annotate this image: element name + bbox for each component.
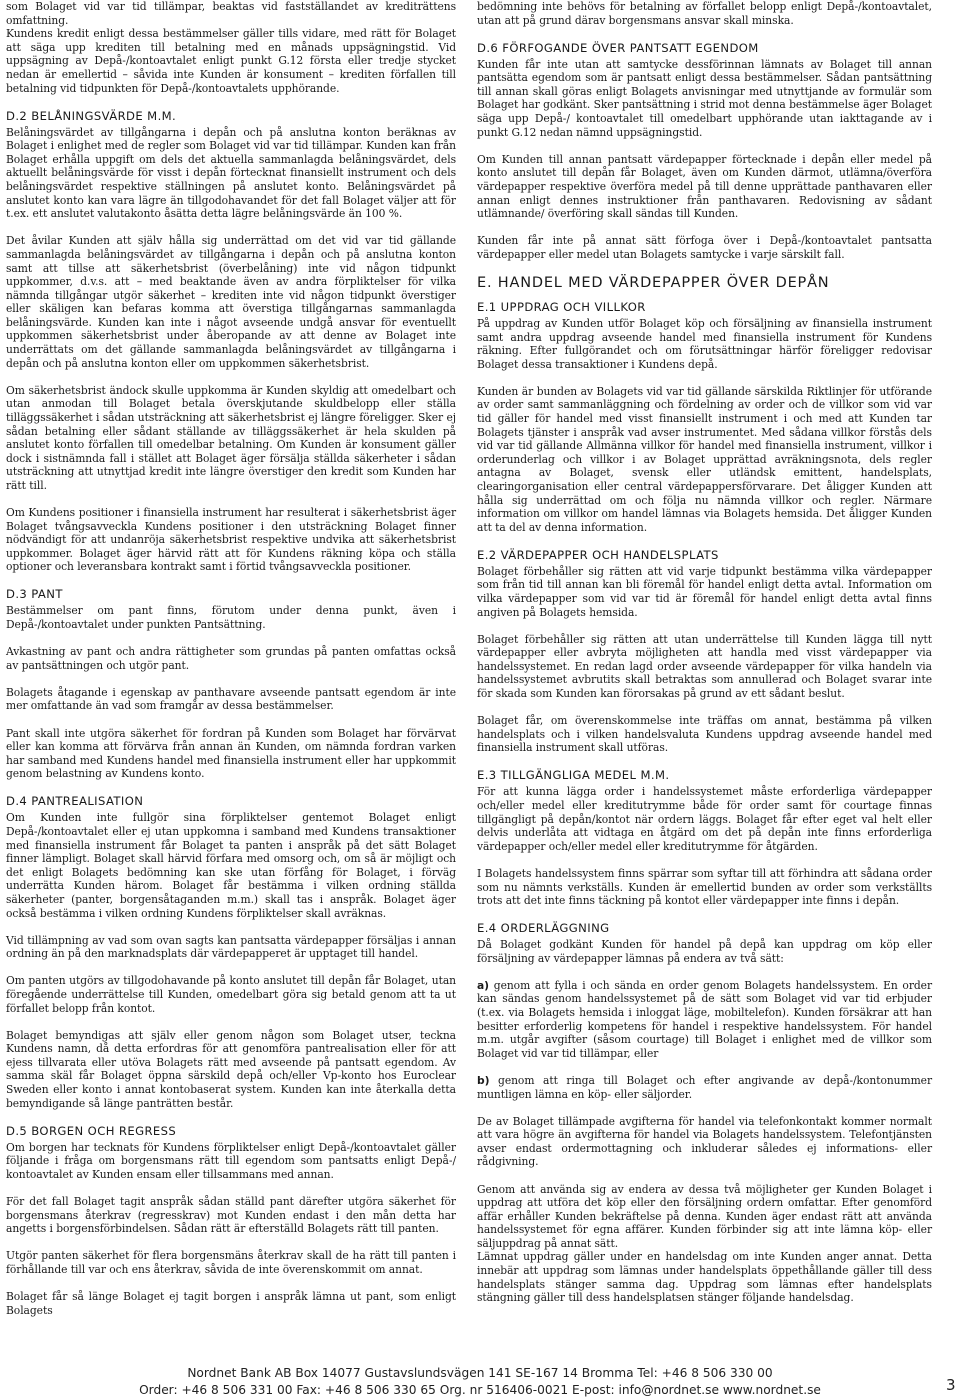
page-footer [0, 1365, 960, 1399]
paragraph: Om säkerhetsbrist ändock skulle uppkomma är Kunden skyldig att omedelbart och utan anmodan till Bolaget betala överskjutande skuldbelopp eller ställa tilläggssäkerhet i sådan utsträckning att säkerhetsbrist ej längre föreligger. Sker ej sådan betalning eller sådant ställande av tilläggssäkerhet är hela skulden på anslutet konto förfallen till omedelbar betalning. Om Kunden är konsument gäller dock i sistnämnda fall i stället att Bolaget äger försälja ställda säkerheter i sådan utsträckning att utnyttjad kredit inte längre överstiger den kredit som Kunden har rätt till. [6, 383, 456, 492]
paragraph: Kunden får inte på annat sätt förfoga över i Depå-/kontoavtalet pantsatta värdepapper eller medel utan Bolagets samtycke i varje särskilt fall. [477, 234, 932, 261]
paragraph: För att kunna lägga order i handelssystemet måste erforderliga värdepapper och/eller medel eller kreditutrymme både för order samt för courtage finnas tillgängligt på depån/kontot när ordern läggs. Bolaget får efter eget val helt eller delvis underlåta att vidtaga en åtgärd om det på depån inte finns erforderliga värdepapper och/eller medel eller kreditutrymme för åtgärden. [477, 785, 932, 853]
paragraph: Om Kundens positioner i finansiella instrument har resulterat i säkerhetsbrist äger Bolaget tvångsavveckla Kundens positioner i den utsträckning Bolaget finner nödvändigt för att undanröja säkerhetsbrist respektive undvika att säkerhetsbrist uppkommer. Bolaget äger härvid rätt att för Kundens räkning köpa och ställa optioner och leveransbara kontrakt samt i förtid tvångsavveckla positioner. [6, 506, 456, 574]
paragraph: De av Bolaget tillämpade avgifterna för handel via telefonkontakt kommer normalt att vara högre än avgifterna för handel via Bolagets handelssystem. Telefontjänsten avser endast ordermottagning och inkluderar således ej informations- eller rådgivning. [477, 1114, 932, 1169]
paragraph: bedömning inte behövs för betalning av förfallet belopp enligt Depå-/kontoavtalet, utan att på grund därav borgensmans ansvar skall minska. [477, 0, 932, 27]
left-column [6, 0, 456, 1331]
section-heading-d5: D.5 BORGEN OCH REGRESS [6, 1123, 177, 1138]
paragraph: som Bolaget vid var tid tillämpar, beaktas vid fastställandet av krediträttens omfattning. [6, 0, 456, 27]
paragraph: I Bolagets handelssystem finns spärrar som syftar till att förhindra att sådana order som nu nämnts verkställs. Kunden är emellertid bunden av order som verkställts trots att det inte finns täckning på kontot eller värdepapper inte finns i depån. [477, 866, 932, 908]
paragraph: Om borgen har tecknats för Kundens förpliktelser enligt Depå-/kontoavtalet gäller följande i fråga om borgensmans rätt till egendom som pantsatts enligt Depå-/ kontoavtalet av Kunden ensam eller tillsammans med annan. [6, 1140, 456, 1181]
paragraph: Bolaget bemyndigas att själv eller genom någon som Bolaget utser, teckna Kundens namn, då detta erfordras för att genomföra pantrealisation eller för att ejess tillvarata eller utöva Bolagets rätt med avseende på pantsatt egendom. Av samma skäl får Bolaget öppna särskild depå och/eller Vp-konto hos Euroclear Sweden eller konto i annat kontobaserat system. Kunden kan inte återkalla detta bemyndigande så länge panträtten består. [6, 1028, 456, 1110]
paragraph: Vid tillämpning av vad som ovan sagts kan pantsatta värdepapper försäljas i annan ordning än på den marknadsplats där värdepapperet är upptaget till handel. [6, 933, 456, 961]
paragraph: På uppdrag av Kunden utför Bolaget köp och försäljning av finansiella instrument samt andra uppdrag avseende handel med finansiella instrument för Kundens räkning. Efter fullgörandet och om förutsättningar härför föreligger redovisar Bolaget dessa transaktioner i Kundens depå. [477, 316, 932, 371]
section-heading-e4: E.4 ORDERLÄGGNING [477, 921, 610, 936]
paragraph: Bolaget får så länge Bolaget ej tagit borgen i anspråk lämna ut pant, som enligt Bolagets [6, 1289, 456, 1317]
paragraph: Om panten utgörs av tillgodohavande på konto anslutet till depån får Bolaget, utan föregående underrättelse till Kunden, omedelbart göra sig betald genom att ta ut förfallet belopp från kontot. [6, 974, 456, 1015]
section-heading-e2: E.2 VÄRDEPAPPER OCH HANDELSPLATS [477, 547, 719, 562]
section-heading-d6: D.6 FÖRFOGANDE ÖVER PANTSATT EGENDOM [477, 40, 759, 55]
list-item-a [477, 979, 932, 1061]
list-label: b) [477, 1073, 490, 1087]
chapter-heading-e: E. HANDEL MED VÄRDEPAPPER ÖVER DEPÅN [477, 274, 830, 291]
paragraph: För det fall Bolaget tagit anspråk sådan ställd pant därefter utgöra säkerhet för borgensmans återkrav (regresskrav) mot Kunden endast i den mån detta har angetts i borgensförbindelsen. Sådan rätt är efterställd Bolagets rätt till panten. [6, 1194, 456, 1236]
section-heading-d2: D.2 BELÅNINGSVÄRDE M.M. [6, 108, 177, 123]
list-text: genom att ringa till Bolaget och efter angivande av depå-/kontonummer muntligen lämna en köp- eller säljorder. [477, 1073, 932, 1101]
paragraph: Det åvilar Kunden att själv hålla sig underrättad om det vid var tid gällande sammanlagda belåningsvärdet av tillgångarna i depån och på anslutna konton samt att tillse att säkerhetsbrist (överbelåning) inte vid någon tidpunkt uppkommer, d.v.s. att – med beaktande även av andra förpliktelser för vilka nämnda tillgångar utgör säkerhet – krediten inte vid någon tidpunkt överstiger eller skäligen kan befaras komma att överstiga tillgångarnas sammanlagda belåningsvärde. Kunden kan inte i något avseende undgå ansvar för eventuellt uppkommen säkerhetsbrist under åberopande av att denne av Bolaget inte underrättats om det gällande sammanlagda belåningsvärdet av tillgångarna i depån och på anslutna konton eller om uppkommen säkerhetsbrist. [6, 234, 456, 370]
paragraph: Bestämmelser om pant finns, förutom under denna punkt, även i Depå-/kontoavtalet under punkten Pantsättning. [6, 604, 456, 632]
list-label: a) [477, 978, 489, 992]
paragraph: Om Kunden till annan pantsatt värdepapper förtecknade i depån eller medel på konto anslutet till depån får Bolaget, även om Kunden därmot, utlämna/överföra värdepapper respektive överföra medel på till denne upprättade panthavaren eller annan enligt dennes instruktioner från panthavaren. Redovisning av sådant utlämnande/ överföring skall sändas till Kunden. [477, 152, 932, 221]
section-heading-d4: D.4 PANTREALISATION [6, 794, 144, 809]
list-text: genom att fylla i och sända en order genom Bolagets handelssystem. En order kan sändas genom handelssystemet på de sätt som Bolaget vid var tid erbjuder (t.ex. via Bolagets hemsida i inloggat läge, mobiltelefon). Kunden försäkrar att han besitter erforderlig kompetens för handel i respektive handelssystem. För handel m.m. utgår avgifter (såsom courtage) till Bolaget i enlighet med de villkor som Bolaget vid var tid tillämpar, eller [477, 978, 932, 1060]
paragraph: Belåningsvärdet av tillgångarna i depån och på anslutna konton beräknas av Bolaget i enlighet med de regler som Bolaget vid var tid tillämpar. Kunden kan från Bolaget erhålla uppgift om dels det aktuella sammanlagda belåningsvärdet, dels aktuellt belåningsvärde för visst i depån förtecknat finansiellt instrument och dels belåningsvärdet respektive ställningen på anslutet konto. Belåningsvärdet på anslutet konto kan vara lägre än tillgodohavandet för det fall Bolaget väljer att för t.ex. ett anslutet valutakonto åsätta detta lägre belåningsvärde än 100 %. [6, 125, 456, 221]
section-heading-e3: E.3 TILLGÄNGLIGA MEDEL M.M. [477, 768, 670, 783]
paragraph: Kundens kredit enligt dessa bestämmelser gäller tills vidare, med rätt för Bolaget att säga upp krediten till betalning med en månads uppsägningstid. Vid uppsägning av Depå-/kontoavtalet enligt punkt G.12 första eller tredje stycket nedan är emellertid – såvida inte Kunden är konsument – krediten förfallen till betalning vid tidpunkten för Depå-/kontoavtalets upphörande. [6, 27, 456, 95]
paragraph: Kunden är bunden av Bolagets vid var tid gällande särskilda Riktlinjer för utförande av order samt sammanläggning och fördelning av order och de villkor som vid var tid gäller för handel med visst finansiellt instrument i och med att Kunden tar Bolagets tjänster i anspråk vad avser instrumentet. Med sådana villkor förstås dels vid var tid gällande Allmänna villkor för handel med finansiella instrument, villkor i orderunderlag och villkor i av Bolaget upprättad avräkningsnota, dels regler antagna av Bolaget, svensk eller utländsk emittent, handelsplats, clearingorganisation eller central värdepappersförvarare. Det åligger Kunden att hålla sig underrättad om och följa nu nämnda villkor och regler. Närmare information om villkor om handel lämnas via Bolagets hemsida. Det åligger Kunden att ta del av denna information. [477, 384, 932, 534]
paragraph: Utgör panten säkerhet för flera borgensmäns återkrav skall de ha rätt till panten i förhållande till var och ens återkrav, såvida de inte överenskommit om annat. [6, 1249, 456, 1276]
section-heading-d3: D.3 PANT [6, 587, 63, 602]
paragraph: Bolaget förbehåller sig rätten att utan underrättelse till Kunden lägga till nytt värdepapper eller avbryta möjligheten att handla med visst värdepapper via handelssystemet. En redan lagd order avseende värdepapper för vilka handeln via handelssystemet avbrutits skall betraktas som annullerad och Bolaget svarar inte för skada som Kunden kan förorsakas på grund av ett sådant beslut. [477, 632, 932, 701]
section-heading-e1: E.1 UPPDRAG OCH VILLKOR [477, 299, 646, 314]
paragraph: Genom att använda sig av endera av dessa två möjligheter ger Kunden Bolaget i uppdrag att utföra det köp eller den försäljning ordern omfattar. Efter genomförd affär erhåller Kunden bekräftelse på denna. Kunden äger endast rätt att använda handelssystemet för egna affärer. Kunden förbinder sig att inte lämna köp- eller säljuppdrag på annat sätt. [477, 1182, 932, 1250]
paragraph: Pant skall inte utgöra säkerhet för fordran på Kunden som Bolaget har förvärvat eller kan komma att förvärva från annan än Kunden, om nämnda fordran varken har samband med Kundens handel med finansiella instrument eller har uppkommit genom belastning av Kundens konto. [6, 726, 456, 781]
paragraph: Då Bolaget godkänt Kunden för handel på depå kan uppdrag om köp eller försäljning av värdepapper lämnas på endera av två sätt: [477, 938, 932, 965]
footer-address: Nordnet Bank AB Box 14077 Gustavslundsvägen 141 SE-167 14 Bromma Tel: +46 8 506 330 00 [187, 1366, 773, 1380]
right-column [477, 0, 932, 1318]
paragraph: Om Kunden inte fullgör sina förpliktelser gentemot Bolaget enligt Depå-/kontoavtalet eller ej utan uppkomna i samband med Kundens transaktioner med finansiella instrument får Bolaget ta panten i anspråk på det sätt Bolaget finner lämpligt. Bolaget skall härvid förfara med omsorg och, om så är möjligt och det enligt Bolagets bedömning kan ske utan förfång för Bolaget, i förväg underrätta Kunden härom. Bolaget får bestämma i vilken ordning ställda säkerheter (panter, borgensåtaganden m.m.) skall tas i anspråk. Bolaget äger också bestämma i vilken ordning Kundens förpliktelser skall avräknas. [6, 811, 456, 920]
page-number: 3 [946, 1376, 956, 1394]
list-item-b [477, 1074, 932, 1101]
paragraph: Kunden får inte utan att samtycke dessförinnan lämnats av Bolaget till annan pantsätta egendom som är pantsatt enligt dessa bestämmelser. Sådan pantsättning till annan skall göras enligt Bolagets anvisningar med utnyttjande av formulär som Bolaget har godkänt. Sker pantsättning i strid mot denna bestämmelse äger Bolaget säga upp Depå-/ kontoavtalet till omedelbart upphörande utan iakttagande av i punkt G.12 nedan nämnd uppsägningstid. [477, 57, 932, 139]
paragraph: Bolagets åtagande i egenskap av panthavare avseende pantsatt egendom är inte mer omfattande än vad som framgår av dessa bestämmelser. [6, 685, 456, 713]
paragraph: Avkastning av pant och andra rättigheter som grundas på panten omfattas också av pantsättningen och utgör pant. [6, 645, 456, 672]
paragraph: Bolaget får, om överenskommelse inte träffas om annat, bestämma på vilken handelsplats och i vilken handelsvaluta Kundens uppdrag avseende handel med finansiella instrument skall utföras. [477, 714, 932, 755]
paragraph: Bolaget förbehåller sig rätten att vid varje tidpunkt bestämma vilka värdepapper som från tid till annan kan bli föremål för handel enligt detta avtal. Information om vilka värdepapper som vid var tid är föremål för handel enligt detta avtal finns angiven på Bolagets hemsida. [477, 564, 932, 619]
footer-contact: Order: +46 8 506 331 00 Fax: +46 8 506 330 65 Org. nr 516406-0021 E-post: info@nordnet.se www.nordnet.se [139, 1383, 821, 1397]
paragraph: Lämnat uppdrag gäller under en handelsdag om inte Kunden anger annat. Detta innebär att uppdrag som lämnas under handelsplats öppethållande gäller till dess handelsplats stänger samma dag. Uppdrag som lämnas efter handelsplats stängning gäller till dess handelsplatsen stänger följande handelsdag. [477, 1250, 932, 1305]
